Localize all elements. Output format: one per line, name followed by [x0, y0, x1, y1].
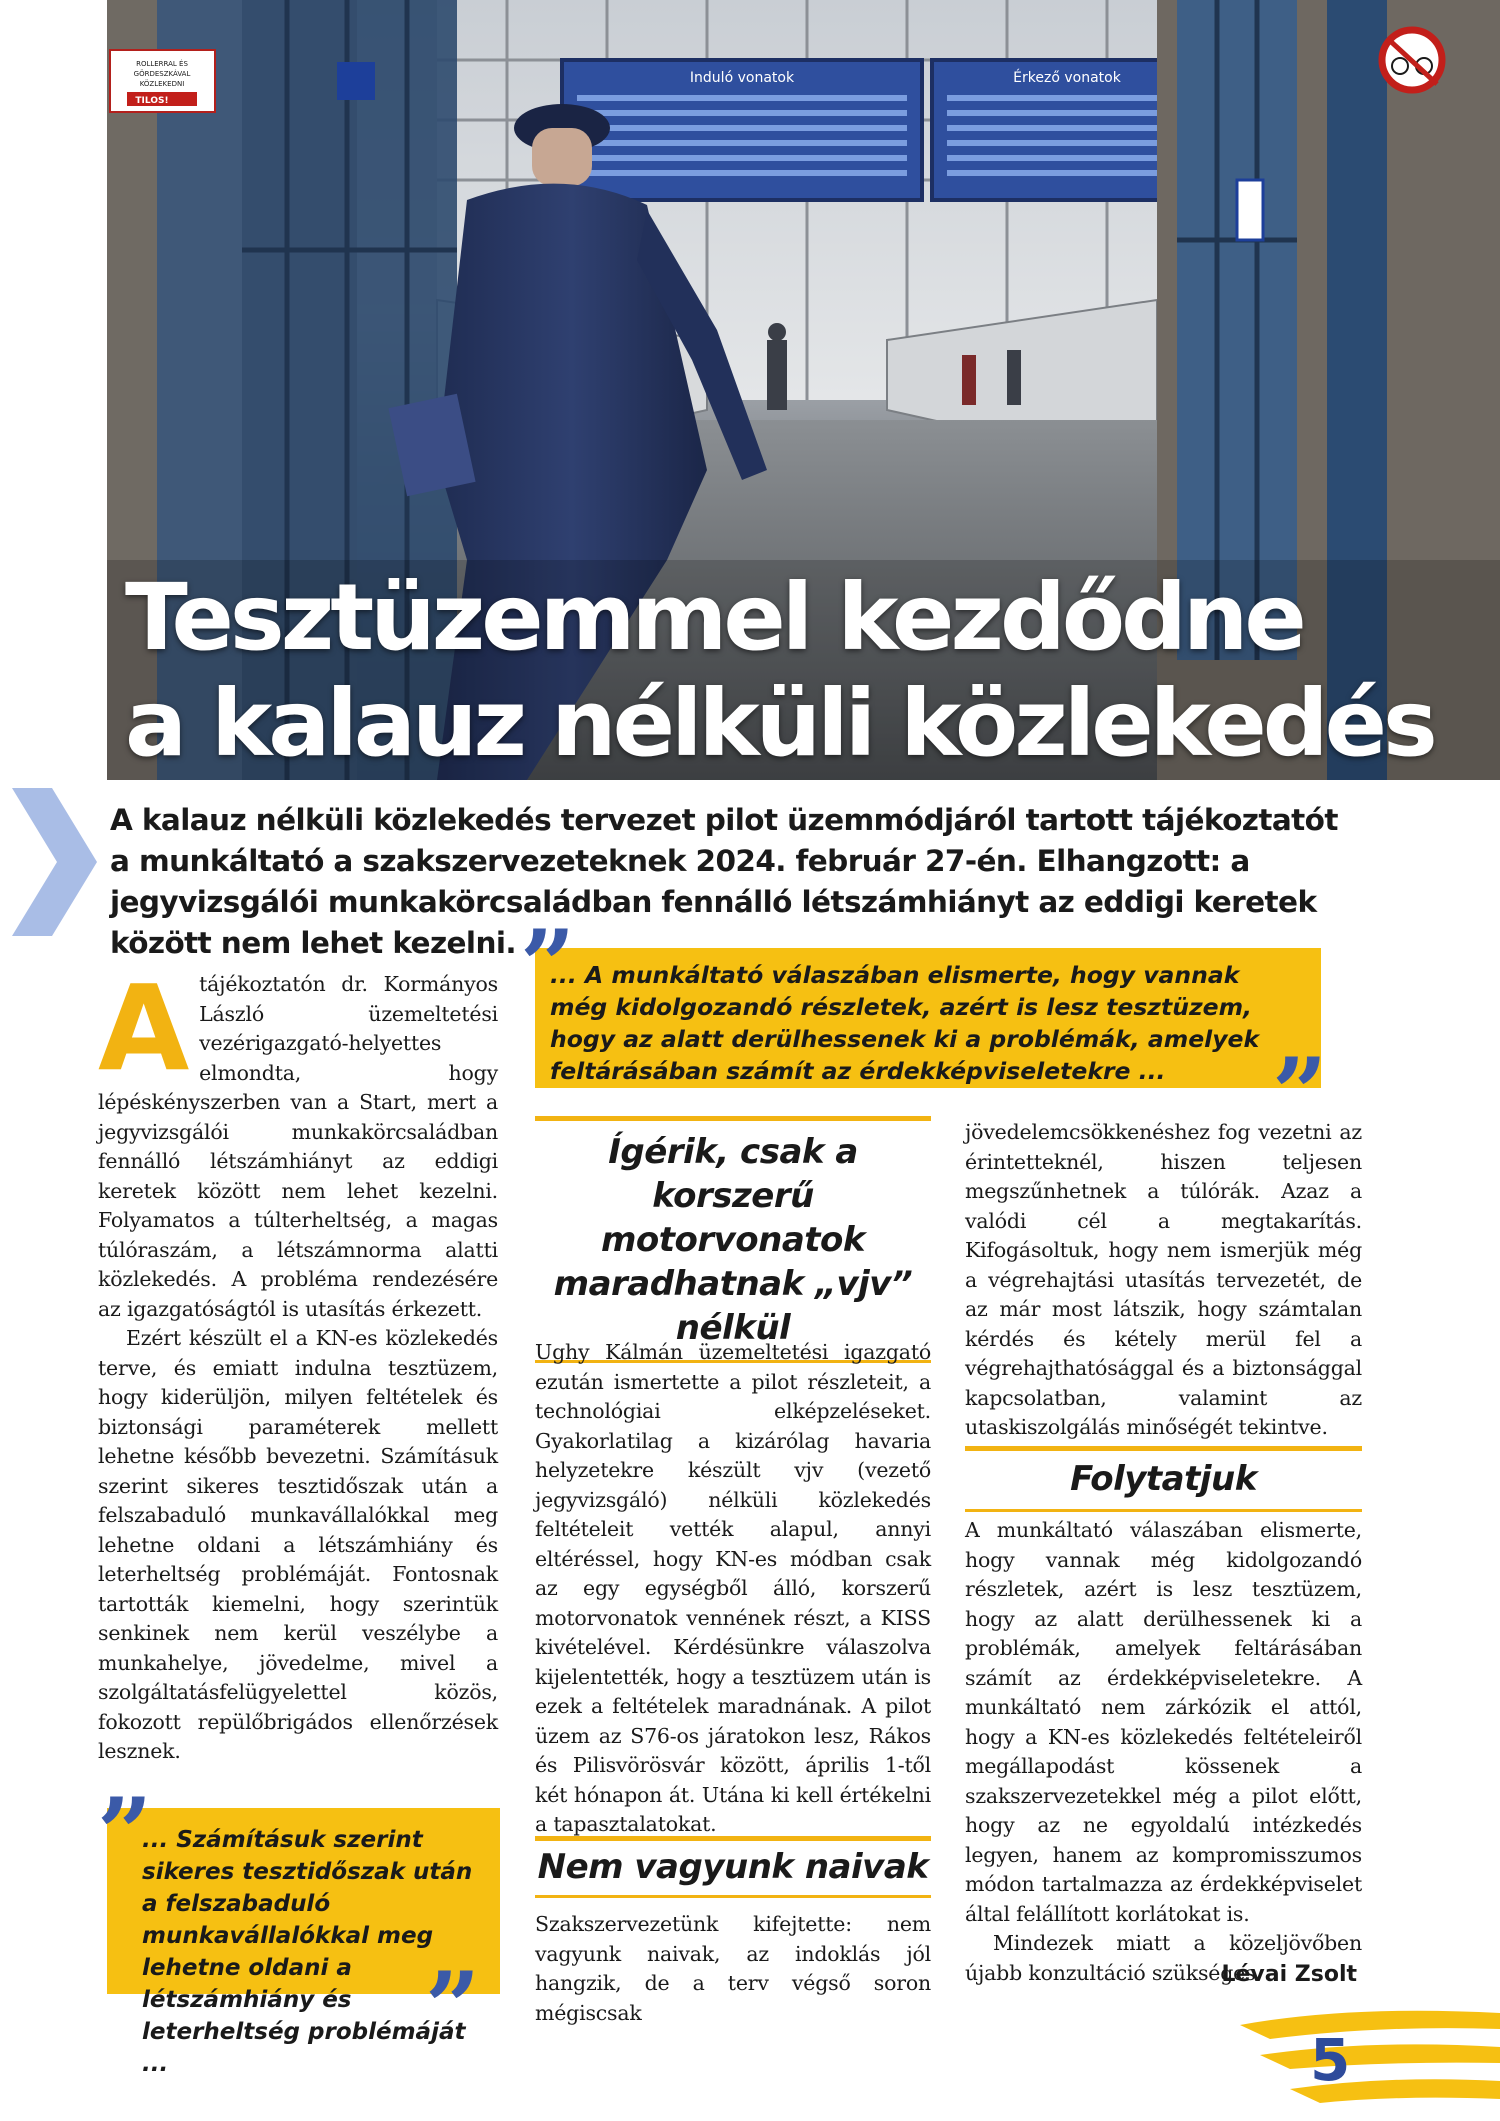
subhead-nem-vagyunk-naivak: Nem vagyunk naivak — [535, 1836, 931, 1898]
column-2-paragraph-2: Szakszervezetünk kifejtette: nem vagyunk naivak, az indoklás jól hangzik, de a terv végső soron mégiscsak — [535, 1912, 931, 2025]
brush-stroke-decoration — [1230, 1995, 1500, 2121]
quote-open-icon: ” — [520, 909, 576, 1022]
board-arriving-label: Érkező vonatok — [1013, 70, 1121, 86]
no-bicycle-sign — [1382, 30, 1442, 90]
article-headline — [125, 565, 1500, 777]
column-1 — [98, 959, 498, 1767]
pull-quote-top — [535, 948, 1321, 1088]
chevron-arrow-icon — [12, 788, 97, 936]
column-3-top — [965, 1118, 1362, 1443]
column-3-paragraph-2: A munkáltató válaszában elismerte, hogy vannak még kidolgozandó részletek, azért is lesz tesztüzem, hogy az alatt derülhessenek ki a problémák, amelyek feltárásában számít az érdekképviseletekre. A munkáltató nem zárkózik el attól, hogy a KN-es közlekedés feltételeiről megállapodást kössenek a szakszervezetekkel még a pilot előtt, hogy az ne egyoldalú intézkedés legyen, hanem az kompromisszumos módon tartalmazza az érdekképviselet által felállított korlátokat is. — [965, 1518, 1362, 1926]
quote-open-icon: ” — [97, 1777, 153, 1890]
pull-quote-top-text: ... A munkáltató válaszában elismerte, hogy vannak még kidolgozandó részletek, azért is lesz tesztüzem, hogy az alatt derülhessenek ki a problémák, amelyek feltárásában számít az érdekképviseletekre ... — [550, 961, 1260, 1085]
drop-cap: A — [98, 959, 190, 1097]
subhead-igerik: Ígérik, csak a korszerű motorvonatok maradhatnak „vjv” nélkül — [535, 1116, 931, 1363]
column-3-paragraph-1: jövedelemcsökkenéshez fog vezetni az érintetteknél, hiszen teljesen megszűnhetnek a túlórák. Azaz a valódi cél a megtakarítás. Kifogásoltuk, hogy nem ismerjük még a végrehajtási utasítás tervezetét, de az már most látszik, hogy számtalan kérdés és kétely merül fel a végrehajthatósággal és a biztonsággal kapcsolatban, valamint az utaskiszolgálás minőségét tekintve. — [965, 1120, 1362, 1439]
quote-close-icon: ” — [425, 1951, 481, 2064]
subhead-folytatjuk: Folytatjuk — [965, 1446, 1362, 1512]
column-1-paragraph-1-text: tájékoztatón dr. Kormányos László üzemeltetési vezérigazgató-helyettes elmondta, hogy lépéskényszerben van a Start, mert a jegyvizsgálói munkakörcsaládban fennálló létszámhiányt az eddigi keretek között nem lehet kezelni. Folyamatos a túlterheltség, a magas túlóraszám, a létszámnorma alatti közlekedés. A probléma rendezésére az igazgatóságtól is utasítás érkezett. — [98, 972, 498, 1321]
column-1-paragraph-2: Ezért készült el a KN-es közlekedés terve, és emiatt indulna tesztüzem, hogy kiderüljön, milyen feltételek és biztonsági paraméterek mellett lehetne később bevezetni. Számításuk szerint sikeres tesztidőszak után a felszabaduló munkavállalókkal meg lehetne oldani a létszámhiány és leterheltség problémáját. Fontosnak tartották kiemelni, hogy szerintük senkinek nem kerül veszélybe a munkahelye, jövedelme, mivel a szolgáltatásfelügyelettel közös, fokozott repülőbrigádos ellenőrzések lesznek. — [98, 1326, 498, 1763]
column-2-body — [535, 1338, 931, 1840]
headline-line-1: Tesztüzemmel kezdődne — [125, 564, 1303, 671]
no-roller-sign — [110, 50, 215, 112]
svg-text:ROLLERRAL ÉS: ROLLERRAL ÉS — [136, 60, 188, 68]
svg-text:GÖRDESZKÁVAL: GÖRDESZKÁVAL — [133, 70, 191, 78]
author-byline: Lévai Zsolt — [1221, 1962, 1357, 1987]
column-1-paragraph-1 — [98, 959, 498, 1324]
headline-line-2: a kalauz nélküli közlekedés — [125, 670, 1434, 777]
departure-boards — [562, 60, 1202, 200]
column-3-bottom — [965, 1516, 1362, 1988]
column-2-tail — [535, 1910, 931, 2028]
column-3-paragraph-3: Mindezek miatt a közeljövőben újabb konzultáció szükséges. — [965, 1931, 1362, 1985]
column-2-paragraph-1: Ughy Kálmán üzemeltetési igazgató ezután ismertette a pilot részleteit, a technológiai elképzeléseket. Gyakorlatilag a kizárólag havaria helyzetekre készült vjv (vezető jegyvizsgáló) nélküli közlekedés feltételeit vették alapul, annyi eltéréssel, hogy KN-es módban csak az egy egységből álló, korszerű motorvonatok vennének részt, a KISS kivételével. Kérdésünkre válaszolva kijelentették, hogy a tesztüzem után is ezek a feltételek maradnának. A pilot üzem az S76-os járatokon lesz, Rákos és Pilisvörösvár között, április 1-től két hónapon át. Utána ki kell értékelni a tapasztalatokat. — [535, 1340, 931, 1836]
article-lead: A kalauz nélküli közlekedés tervezet pilot üzemmódjáról tartott tájékoztatót a munkáltató a szakszervezeteknek 2024. február 27-én. Elhangzott: a jegyvizsgálói munkakörcsaládban fennálló létszámhiányt az eddigi keretek között nem lehet kezelni. — [110, 803, 1338, 960]
svg-text:KÖZLEKEDNI: KÖZLEKEDNI — [139, 80, 185, 88]
pull-quote-bottom-text: ... Számításuk szerint sikeres tesztidőszak után a felszabaduló munkavállalókkal meg lehetne oldani a létszámhiány és leterheltség problémáját ... — [142, 1827, 473, 2077]
hero-photo — [107, 0, 1500, 780]
svg-text:TILOS!: TILOS! — [135, 96, 169, 106]
quote-close-icon: ” — [1272, 1037, 1328, 1150]
page-number: 5 — [1310, 2026, 1351, 2094]
board-departing-label: Induló vonatok — [689, 70, 795, 86]
